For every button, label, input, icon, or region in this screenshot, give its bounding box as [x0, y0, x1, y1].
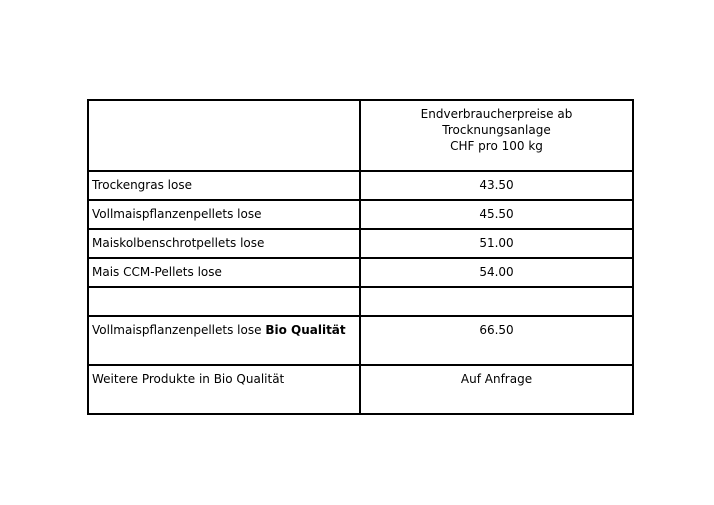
table-row	[88, 229, 633, 258]
price-cell: 43.50	[360, 171, 633, 200]
bio-quality-label: Bio Qualität	[265, 323, 346, 337]
bio-product-name: Vollmaispflanzenpellets lose	[92, 323, 262, 337]
price-cell: 51.00	[360, 229, 633, 258]
product-cell: Maiskolbenschrotpellets lose	[88, 229, 360, 258]
header-line-1: Endverbraucherpreise ab	[420, 107, 573, 121]
table-row	[88, 171, 633, 200]
empty-row	[88, 287, 633, 316]
price-table	[87, 99, 634, 415]
header-empty-cell	[88, 100, 360, 171]
header-line-3: CHF pro 100 kg	[450, 139, 543, 153]
bio-product-cell	[88, 316, 360, 365]
header-price-cell	[360, 100, 633, 171]
bio-row	[88, 316, 633, 365]
empty-cell	[88, 287, 360, 316]
header-line-2: Trocknungsanlage	[442, 123, 551, 137]
product-cell: Vollmaispflanzenpellets lose	[88, 200, 360, 229]
table-row	[88, 200, 633, 229]
table-row	[88, 258, 633, 287]
more-products-row	[88, 365, 633, 414]
price-cell: 45.50	[360, 200, 633, 229]
product-cell: Mais CCM-Pellets lose	[88, 258, 360, 287]
product-cell: Trockengras lose	[88, 171, 360, 200]
empty-cell	[360, 287, 633, 316]
bio-price-cell: 66.50	[360, 316, 633, 365]
on-request-cell: Auf Anfrage	[360, 365, 633, 414]
table-header-row	[88, 100, 633, 171]
price-cell: 54.00	[360, 258, 633, 287]
more-products-cell: Weitere Produkte in Bio Qualität	[88, 365, 360, 414]
